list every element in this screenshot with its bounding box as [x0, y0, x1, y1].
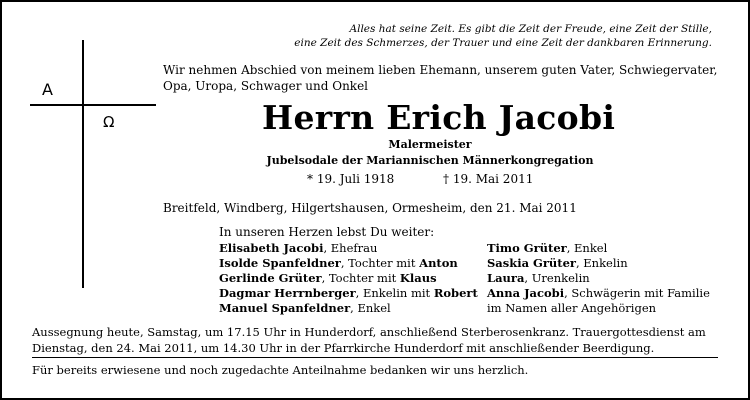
profession: Malermeister	[388, 138, 472, 151]
birth-date: * 19. Juli 1918	[307, 172, 395, 186]
service-line-2: Dienstag, den 24. Mai 2011, um 14.30 Uhr in der Pfarrkirche Hunderdorf mit anschließender Beerdigung.	[32, 341, 655, 355]
list-item: Isolde Spanfeldner, Tochter mit Anton	[219, 256, 458, 270]
list-item: Saskia Grüter, Enkelin	[487, 256, 628, 270]
cross-horizontal	[30, 104, 156, 106]
list-item: Anna Jacobi, Schwägerin mit Familie	[487, 286, 710, 300]
intro-line-1: Wir nehmen Abschied von meinem lieben Ehemann, unserem guten Vater, Schwiegervater,	[163, 63, 718, 77]
death-date: † 19. Mai 2011	[443, 172, 534, 186]
survivors-right-list	[487, 241, 710, 316]
intro-text	[163, 62, 718, 94]
list-item: Elisabeth Jacobi, Ehefrau	[219, 241, 378, 255]
honorary-title: Jubelsodale der Mariannischen Männerkongregation	[266, 154, 594, 167]
alpha-symbol: A	[42, 80, 53, 99]
intro-line-2: Opa, Uropa, Schwager und Onkel	[163, 79, 369, 93]
quote	[294, 22, 712, 50]
list-item: Timo Grüter, Enkel	[487, 241, 608, 255]
cross-vertical	[82, 40, 84, 288]
omega-symbol: Ω	[103, 113, 115, 131]
deceased-name: Herrn Erich Jacobi	[262, 98, 616, 137]
survivors-heading: In unseren Herzen lebst Du weiter:	[219, 225, 435, 239]
service-line-1: Aussegnung heute, Samstag, um 17.15 Uhr in Hunderdorf, anschließend Sterberosenkranz. Trauergottesdienst am	[32, 325, 706, 339]
list-item: Manuel Spanfeldner, Enkel	[219, 301, 391, 315]
list-item: im Namen aller Angehörigen	[487, 301, 657, 315]
survivors-left-list	[219, 241, 478, 316]
quote-line-2: eine Zeit des Schmerzes, der Trauer und eine Zeit der dankbaren Erinnerung.	[294, 37, 712, 49]
thanks-text: Für bereits erwiesene und noch zugedachte Anteilnahme bedanken wir uns herzlich.	[32, 363, 529, 377]
quote-line-1: Alles hat seine Zeit. Es gibt die Zeit der Freude, eine Zeit der Stille,	[349, 23, 712, 35]
location-date: Breitfeld, Windberg, Hilgertshausen, Ormesheim, den 21. Mai 2011	[163, 201, 577, 215]
divider	[32, 357, 718, 358]
service-info	[32, 324, 706, 356]
list-item: Gerlinde Grüter, Tochter mit Klaus	[219, 271, 437, 285]
list-item: Laura, Urenkelin	[487, 271, 590, 285]
list-item: Dagmar Herrnberger, Enkelin mit Robert	[219, 286, 478, 300]
